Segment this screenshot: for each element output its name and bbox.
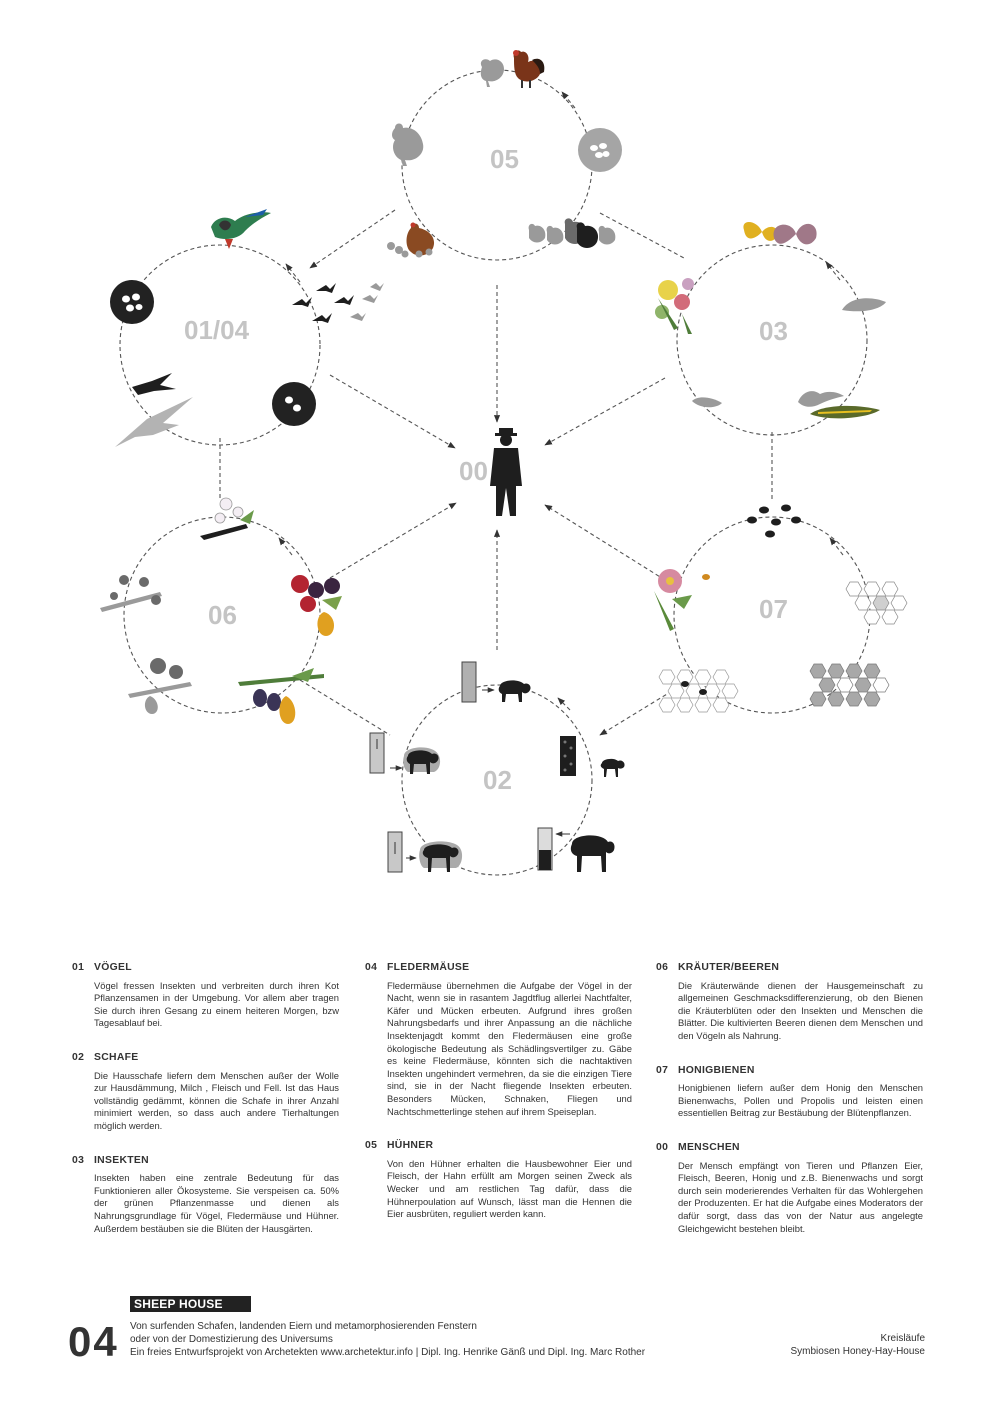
section-title: INSEKTEN <box>94 1154 149 1166</box>
woolly-sheep-large-icon <box>419 841 462 872</box>
bee-swarm-icon <box>747 505 801 538</box>
description-line-2: oder von der Domestizierung des Universums <box>130 1334 333 1345</box>
rooster-icon <box>513 50 544 88</box>
big-sheep-icon <box>571 835 615 872</box>
section-number: 07 <box>656 1064 669 1076</box>
grey-rooster-icon <box>392 124 423 167</box>
ring-arrow-05 <box>562 92 575 108</box>
cycle-num-00: 00 <box>459 456 488 486</box>
grey-larva-icon <box>692 397 722 407</box>
section-fledermaeuse <box>365 962 632 1118</box>
project-title-badge: SHEEP HOUSE <box>130 1296 251 1312</box>
sheet-number: 04 <box>68 1318 119 1365</box>
section-title: KRÄUTER/BEEREN <box>678 962 780 973</box>
cycle-num-0104: 01/04 <box>184 315 250 345</box>
section-number: 02 <box>72 1051 85 1063</box>
cycle-num-07: 07 <box>759 594 788 624</box>
berries-pear-icon <box>291 575 342 636</box>
plums-pear-icon <box>238 668 324 724</box>
dark-panel-icon <box>538 828 552 870</box>
text-column-2 <box>365 962 632 1243</box>
section-insekten <box>72 1155 339 1236</box>
flower-bouquet-icon <box>655 278 694 334</box>
human-icon <box>490 428 522 516</box>
section-title: HÜHNER <box>387 1140 434 1152</box>
section-number: 04 <box>365 962 378 973</box>
description-line-1: Von surfenden Schafen, landenden Eiern und metamorphosierenden Fenstern <box>130 1321 477 1332</box>
nest-eggs-small-icon <box>272 382 316 426</box>
grey-pear-branch-icon <box>128 658 192 714</box>
grey-swift-bird-icon <box>115 397 193 447</box>
section-number: 06 <box>656 962 669 973</box>
arrow-0104-to-00 <box>330 375 455 448</box>
section-number: 05 <box>365 1140 378 1152</box>
sheet-subtitle <box>790 1332 925 1358</box>
section-title: FLEDERMÄUSE <box>387 962 470 973</box>
text-column-1 <box>72 962 339 1257</box>
wool-panel-bottom-left-icon <box>388 832 402 872</box>
black-panel-icon <box>560 736 576 776</box>
caterpillar-grey-icon <box>798 391 844 407</box>
arrow-06-to-00 <box>330 503 456 578</box>
grey-branch-icon <box>100 575 162 612</box>
section-menschen <box>656 1142 923 1235</box>
section-kraeuter-beeren <box>656 962 923 1043</box>
section-voegel <box>72 962 339 1030</box>
hen-with-chicks-icon <box>387 223 434 258</box>
cycle-num-03: 03 <box>759 316 788 346</box>
honeycomb-filled-icon <box>810 664 889 706</box>
section-title: SCHAFE <box>94 1051 139 1063</box>
section-body: Von den Hühner erhalten die Hausbewohner Eier und Fleisch, der Hahn erfüllt am Morgen seinen Zweck als Wecker und am restlichen Tag dafür, dass die Hühnerpoulation auf Wunsch, lässt man die Hennen die Eier ausbrüten, reguliert werden kann. <box>387 1157 632 1220</box>
project-description <box>130 1320 645 1359</box>
flying-bats-icon <box>292 283 384 323</box>
section-schafe <box>72 1052 339 1133</box>
section-body: Insekten haben eine zentrale Bedeutung für das Funktionieren aller Ökosysteme. Sie verspeisen ca. 50% der grünen Pflanzenmasse und dienen als Nahrungsgrundlage für Vögel, Fledermäuse und Hühner. Außerdem bestäuben sie die Blüten der Hausgärten. <box>94 1172 339 1234</box>
honeycomb-white-icon <box>846 582 907 624</box>
section-body: Honigbienen liefern außer dem Honig den Menschen Bienenwachs, Pollen und Propolis und leisten einen essentiellen Beitrag zur Bestäubung der Blütenpflanzen. <box>678 1082 923 1119</box>
hens-group-icon <box>529 218 616 248</box>
arrow-07-to-00 <box>545 505 665 580</box>
section-body: Der Mensch empfängt von Tieren und Pflanzen Eier, Fleisch, Beeren, Honig und z.B. Bienenwachs und sorgt durch sein moderierendes Verhalten für das Wohlergehen der Produzenten. Er hat die Aufgabe eines Moderators der dafür sorgt, dass das von der Natur aus angelegte Gleichgewicht bestehen bleibt. <box>678 1159 923 1234</box>
section-honigbienen <box>656 1065 923 1120</box>
subtitle-line-2: Symbiosen Honey-Hay-House <box>790 1346 925 1357</box>
ring-arrow-0104 <box>286 264 300 282</box>
lamb-icon <box>601 759 625 777</box>
description-line-3: Ein freies Entwurfsprojekt von Archetekten www.archetektur.info | Dipl. Ing. Henrike Gänß und Dipl. Ing. Marc Rother <box>130 1347 646 1358</box>
subtitle-line-1: Kreisläufe <box>880 1333 925 1344</box>
section-body: Die Kräuterwände dienen der Hausgemeinschaft zu allgemeinen Geschmacksdifferenzierung, ob den Bienen die Kräuterblüten oder den Insekten und Menschen die Blätter. Die kultivierten Beeren dienen dem Menschen und den Vögeln als Nahrung. <box>678 979 923 1041</box>
section-body: Vögel fressen Insekten und verbreiten durch ihren Kot Pflanzensamen in der Umgebung. Vor allem aber tragen Sie durch ihren Gesang zu einem heiteren Morgen, bzw Tagesablauf bei. <box>94 979 339 1029</box>
swallow-bird-icon <box>132 373 176 395</box>
nest-eggs-black-icon <box>110 280 154 324</box>
wool-panel-icon <box>462 662 476 702</box>
arrow-03-to-00 <box>545 378 665 445</box>
text-column-3 <box>656 962 923 1257</box>
ring-arrow-06 <box>279 538 292 555</box>
cycle-num-06: 06 <box>208 600 237 630</box>
butterflies-icon <box>743 222 816 244</box>
ring-arrow-02 <box>558 698 570 710</box>
cycle-num-05: 05 <box>490 144 519 174</box>
exotic-bird-icon <box>211 209 271 249</box>
wool-panel-left-icon <box>370 733 384 773</box>
section-number: 00 <box>656 1141 669 1153</box>
rose-flower-icon <box>654 569 710 631</box>
ring-arrow-07 <box>830 538 843 555</box>
honeycomb-outline-icon <box>659 670 738 712</box>
nest-eggs-icon <box>578 128 622 172</box>
section-body: Fledermäuse übernehmen die Aufgabe der Vögel in der Nacht, wenn sie in rasantem Jagdtflug allerlei Nachtfalter, Käfer und Mücken erbeuten. Aufgrund ihres großen Nahrungsbedarfs und ihrer Anpassung an die nächliche Insektenjagdt kommt den Fledermäusen eine große ökologische Bedeutung als Schädlingsvertilger zu. Gäbe es keine Fledermäuse, könnten sich die nachtaktiven Insekten ungehindert vermehren, da sie die einzigen Tiere sind, sie in der Nacht fliegende Insekten erbeuten. Besonders Mücken, Schnaken, Fliegen und Nachtschmetterlinge stehen auf ihrem Speiseplan. <box>387 979 632 1117</box>
section-number: 01 <box>72 962 85 973</box>
section-body: Die Hausschafe liefern dem Menschen außer der Wolle zur Hausdämmung, Milch , Fleisch und Fell. Ist das Haus vollständig gedämmt, können die Schafe in ihrer Anzahl minimiert werden, so dass auch andere Tierhaltungen möglich werden. <box>94 1069 339 1131</box>
blossom-branch-icon <box>200 498 254 540</box>
sheep-icon <box>499 680 531 702</box>
grey-pupa-icon <box>842 298 886 311</box>
section-huehner <box>365 1140 632 1221</box>
cycle-num-02: 02 <box>483 765 512 795</box>
link-05-0104 <box>310 210 395 268</box>
section-number: 03 <box>72 1154 85 1166</box>
grey-hen-icon <box>481 59 504 87</box>
link-06-02 <box>300 680 390 735</box>
section-title: VÖGEL <box>94 962 132 973</box>
section-title: HONIGBIENEN <box>678 1064 755 1076</box>
caterpillar-striped-icon <box>810 406 880 418</box>
section-title: MENSCHEN <box>678 1141 740 1153</box>
woolly-sheep-icon <box>403 747 440 774</box>
